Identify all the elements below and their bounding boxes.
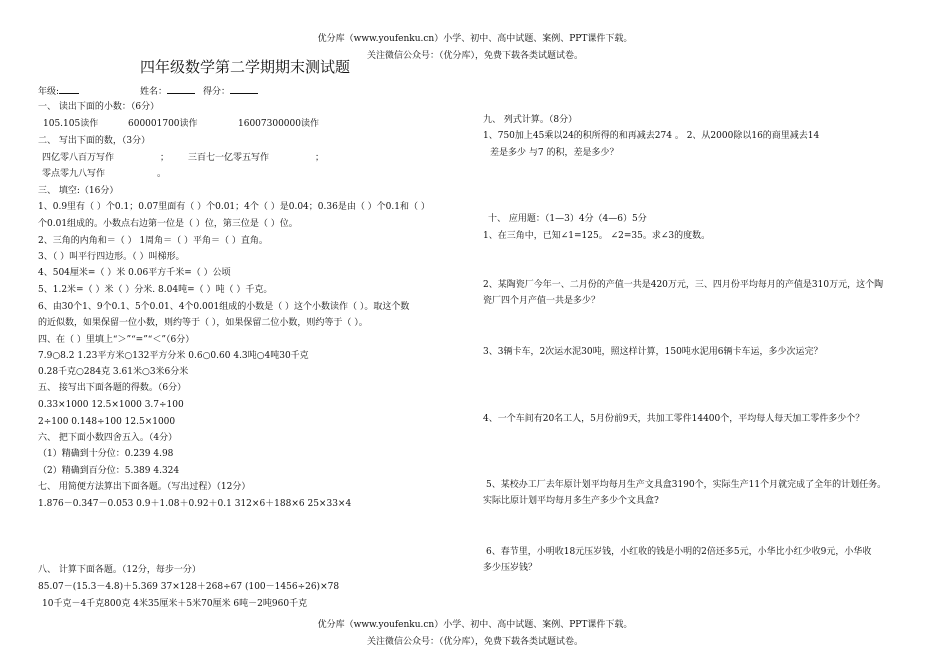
app-q6-line2: 多少压岁钱？ (483, 563, 538, 573)
s3-q1-line1: 1、0.9里有（ ）个0.1；0.07里面有（ ）个0.01；4个（ ）是0.04；0.36是由（ ）个0.1和（ ） (38, 202, 430, 212)
s6-row-1: （1）精确到十分位：0.239 4.98 (38, 449, 174, 459)
s3-q6-line2: 的近似数，如果保留一位小数，则约等于（ ），如果保留二位小数，则约等于（ ）。 (38, 318, 368, 328)
section-8-heading: 八、 计算下面各题。（12分，每步一分） (38, 565, 201, 575)
app-q5-line2: 实际比原计划平均每月多生产多少个文具盒? (483, 496, 659, 506)
s1-item-b: 600001700读作 (128, 119, 198, 129)
s1-item-c: 16007300000读作 (238, 119, 319, 129)
footer-line-1: 优分库（www.youfenku.cn）小学、初中、高中试题、案例、PPT课件下载。 (317, 620, 633, 630)
s3-q5: 5、1.2米=（ ）米（ ）分米. 8.04吨=（ ）吨（ ）千克。 (38, 285, 273, 295)
page-title: 四年级数学第二学期期末测试题 (140, 58, 351, 76)
s7-row-1: 1.876－0.347－0.053 0.9＋1.08＋0.92＋0.1 312×6＋188×6 25×33×4 (38, 499, 352, 509)
grade-blank (59, 84, 79, 94)
s2-sep-1: ； (160, 153, 170, 163)
section-4-heading: 四、在（ ）里填上“＞”“=”“＜”（6分） (38, 335, 195, 345)
s3-q1-line2: 个0.01组成的。小数点右边第一位是（ ）位，第三位是（ ）位。 (38, 219, 298, 229)
app-q2-line1: 2、某陶瓷厂今年一、二月份的产值一共是420万元，三、四月份平均每月的产值是310万元，这个陶 (483, 280, 884, 290)
score-label: 得分： (203, 87, 231, 97)
s6-row-2: （2）精确到百分位：5.389 4.324 (38, 466, 180, 476)
s3-q2: 2、三角的内角和＝（ ） 1周角＝（ ）平角＝（ ）直角。 (38, 236, 268, 246)
section-10-heading: 十、 应用题：（1—3）4分（4—6）5分 (488, 214, 647, 224)
grade-label: 年级: (38, 87, 60, 97)
name-field (140, 84, 195, 98)
s3-q3: 3、（ ）叫平行四边形。（ ）叫梯形。 (38, 252, 185, 262)
app-q3: 3、3辆卡车，2次运水泥30吨，照这样计算，150吨水泥用6辆卡车运，多少次运完？ (483, 347, 823, 357)
score-blank (230, 84, 258, 94)
score-field (203, 84, 258, 98)
s8-row-1: 85.07－(15.3－4.8)＋5.369 37×128＋268÷67 (100－1456÷26)×78 (38, 582, 340, 592)
s4-row-2: 0.28千克○284克 3.61米○3米6分米 (38, 367, 189, 377)
section-6-heading: 六、 把下面小数四舍五入。（4分） (38, 433, 178, 443)
section-2-heading: 二、 写出下面的数，（3分） (38, 136, 151, 146)
s2-item-b: 三百七一亿零五写作 (188, 153, 270, 163)
s5-row-2: 2÷100 0.148÷100 12.5×1000 (38, 417, 176, 427)
section-3-heading: 三、 填空:（16分） (38, 186, 119, 196)
s2-item-c: 零点零九八写作 (42, 169, 106, 179)
section-1-heading: 一、 读出下面的小数：（6分） (38, 102, 160, 112)
s2-item-a: 四亿零八百万写作 (42, 153, 115, 163)
app-q2-line2: 瓷厂四个月产值一共是多少？ (483, 296, 601, 306)
section-7-heading: 七、 用简便方法算出下面各题。（写出过程）（12分） (38, 482, 251, 492)
name-blank (167, 84, 195, 94)
s3-q4: 4、504厘米=（ ）米 0.06平方千米=（ ）公顷 (38, 268, 231, 278)
app-q4: 4、一个车间有20名工人，5月份前9天，共加工零件14400个，平均每人每天加工零件多少个？ (483, 414, 865, 424)
name-label: 姓名： (140, 87, 168, 97)
app-q1: 1、在三角中，已知∠1=125。 ∠2=35。求∠3的度数。 (483, 231, 711, 241)
grade-field (38, 84, 79, 98)
section-5-heading: 五、 接写出下面各题的得数。（6分） (38, 383, 187, 393)
s8-row-2: 10千克－4千克800克 4米35厘米＋5米70厘米 6吨－2吨960千克 (42, 599, 308, 609)
app-q6-line1: 6、春节里，小明收18元压岁钱，小红收的钱是小明的2倍还多5元，小华比小红少收9元，小华收 (486, 547, 872, 557)
s2-end: 。 (157, 169, 167, 179)
s9-line-2: 差是多少 与7 的积，差是多少？ (490, 148, 619, 158)
s3-q6-line1: 6、由30个1、9个0.1、5个0.01、4个0.001组成的小数是（ ）这个小数读作（ ）。取这个数 (38, 302, 410, 312)
s9-line-1: 1、750加上45乘以24的积所得的和再减去274 。 2、从2000除以16的商里减去14 (483, 131, 820, 141)
s4-row-1: 7.9○8.2 1.23平方米○132平方分米 0.6○0.60 4.3吨○4吨30千克 (38, 351, 309, 361)
s5-row-1: 0.33×1000 12.5×1000 3.7÷100 (38, 400, 184, 410)
s2-sep-2: ； (315, 153, 325, 163)
header-line-2: 关注微信公众号：（优分库），免费下载各类试题试卷。 (366, 51, 583, 61)
app-q5-line1: 5、某校办工厂去年原计划平均每月生产文具盒3190个，实际生产11个月就完成了全年的计划任务。 (486, 480, 887, 490)
s1-item-a: 105.105读作 (43, 119, 99, 129)
section-9-heading: 九、 列式计算。（8分） (483, 115, 578, 125)
header-line-1: 优分库（www.youfenku.cn）小学、初中、高中试题、案例、PPT课件下载。 (317, 34, 633, 44)
footer-line-2: 关注微信公众号：（优分库），免费下载各类试题试卷。 (366, 637, 583, 647)
